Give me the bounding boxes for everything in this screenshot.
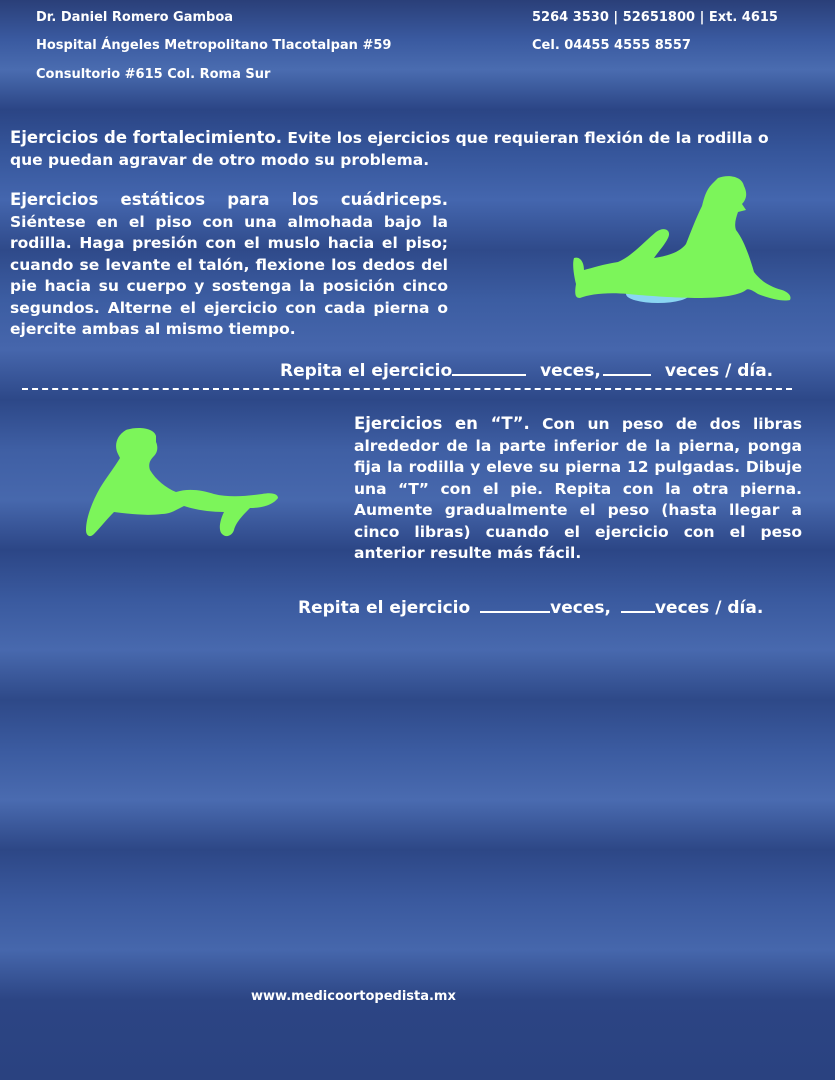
hospital-address: Hospital Ángeles Metropolitano Tlacotalpan #59 — [36, 38, 392, 53]
exercise1-repeat-suffix: veces / día. — [664, 361, 774, 381]
cell-number: Cel. 04455 4555 8557 — [532, 38, 691, 53]
reclining-person-icon — [84, 426, 282, 542]
exercise2-repeat-mid: veces, — [550, 598, 611, 618]
exercise2-title: Ejercicios en “T”. — [354, 414, 530, 433]
exercise1-times-blank[interactable] — [603, 360, 651, 376]
doctor-name: Dr. Daniel Romero Gamboa — [36, 10, 234, 25]
exercise1-text: Siéntese en el piso con una almohada bajo la rodilla. Haga presión con el muslo hacia el piso; cuando se levante el talón, flexione los dedos del pie hacia su cuerpo y sostenga la posición cinco segundos. Alterne el ejercicio con cada pierna o ejercite ambas al mismo tiempo. — [10, 212, 448, 338]
intro-text: Evite los ejercicios que requieran flexión de la rodilla o que puedan agravar de otro modo su problema. — [10, 129, 769, 169]
exercise2-repeat-prefix: Repita el ejercicio — [298, 598, 471, 618]
footer-website[interactable]: www.medicoortopedista.mx — [251, 989, 456, 1004]
seated-person-pillow-icon — [568, 172, 798, 308]
exercise2-repeat-line — [298, 597, 763, 618]
phone-numbers: 5264 3530 | 52651800 | Ext. 4615 — [532, 10, 778, 25]
exercise1-paragraph — [10, 189, 448, 341]
exercise1-repeat-line — [280, 360, 773, 381]
intro-paragraph — [10, 127, 800, 171]
exercise1-reps-blank[interactable] — [452, 360, 526, 376]
intro-title: Ejercicios de fortalecimiento. — [10, 128, 283, 147]
exercise1-repeat-mid: veces, — [540, 361, 601, 381]
exercise1-title: Ejercicios estáticos para los cuádriceps. — [10, 190, 448, 209]
exercise2-repeat-suffix: veces / día. — [654, 598, 764, 618]
exercise2-text: Con un peso de dos libras alrededor de la parte inferior de la pierna, ponga fija la rodilla y eleve su pierna 12 pulgadas. Dibuje una “T” con el pie. Repita con la otra pierna. Aumente gradualmente el peso (hasta llegar a cinco libras) cuando el ejercicio con el peso anterior resulte más fácil. — [354, 415, 802, 562]
office-address: Consultorio #615 Col. Roma Sur — [36, 67, 271, 82]
exercise2-reps-blank[interactable] — [480, 597, 550, 613]
exercise2-paragraph — [354, 413, 802, 565]
exercise2-times-blank[interactable] — [621, 597, 655, 613]
exercise1-repeat-prefix: Repita el ejercicio — [280, 361, 453, 381]
section-divider — [22, 388, 792, 390]
